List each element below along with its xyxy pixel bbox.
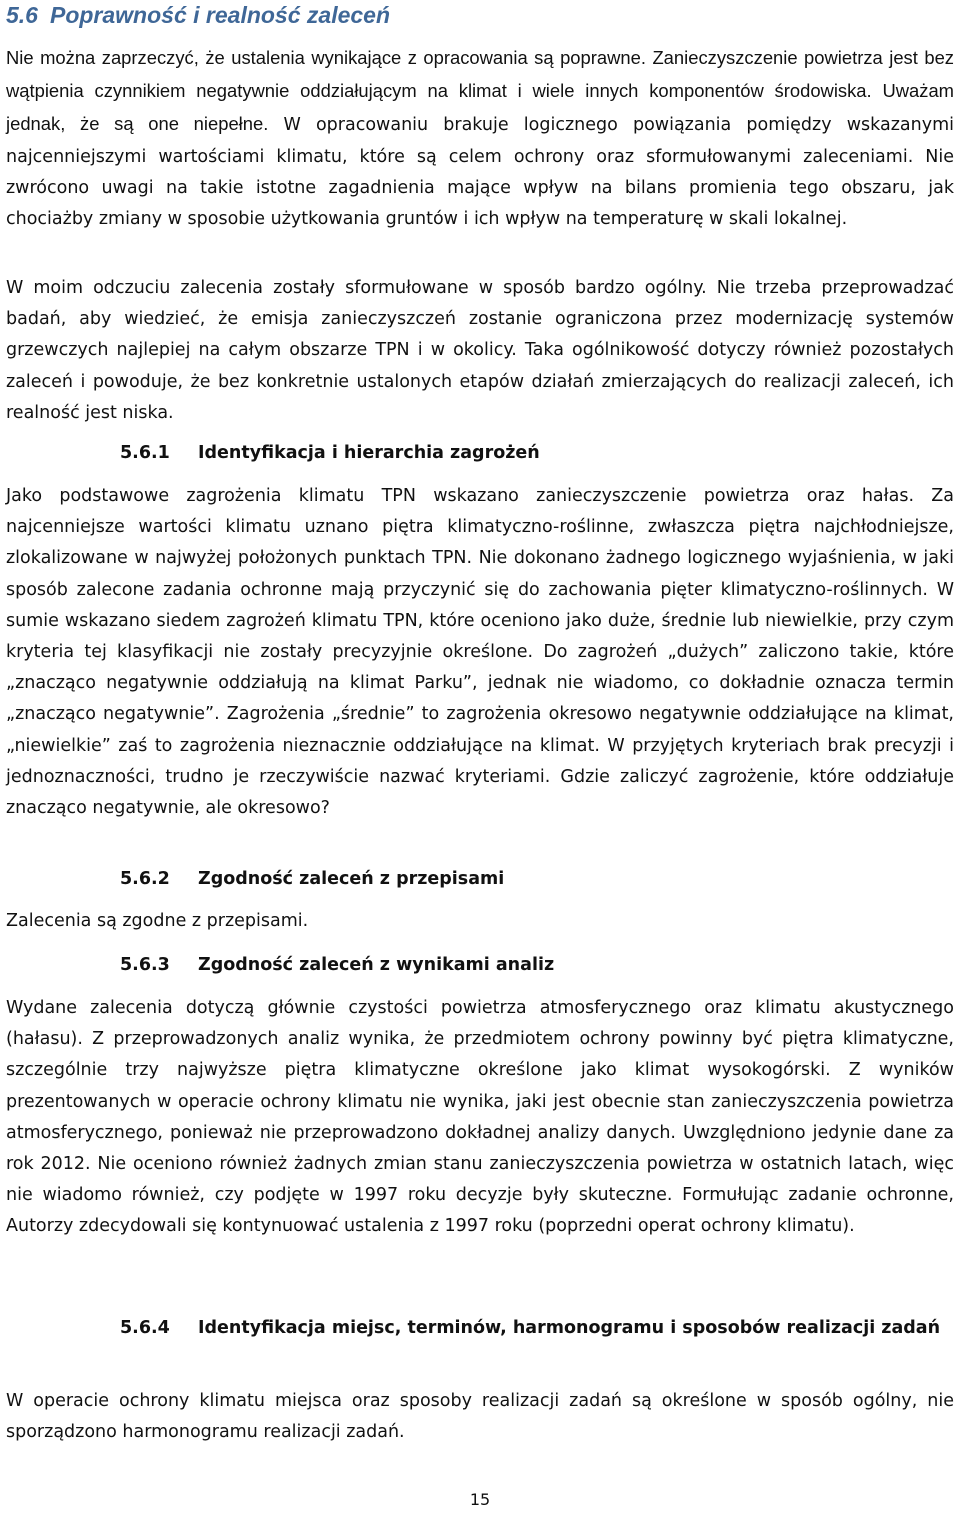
paragraph-threats: Jako podstawowe zagrożenia klimatu TPN wskazano zanieczyszczenie powietrza oraz hałas. Za najcenniejsze wartości klimatu uznano piętra klimatyczno-roślinne, zwłaszcza piętra najchłodniejsze, zlokalizowane w najwyżej położonych punktach TPN. Nie dokonano żadnego logicznego wyjaśnienia, w jaki sposób zalecone zadania ochronne mają przyczynić się do zachowania pięter klimatyczno-roślinnych. W sumie wskazano siedem zagrożeń klimatu TPN, które oceniono jako duże, średnie lub niewielkie, przy czym kryteria tej klasyfikacji nie zostały precyzyjnie określone. Do zagrożeń „dużych” zaliczono takie, które „znacząco negatywnie oddziałują na klimat Parku”, jednak nie wiadomo, co dokładnie oznacza termin „znacząco negatywnie”. Zagrożenia „średnie” to zagrożenia okresowo negatywnie oddziałujące na klimat, „niewielkie” zaś to zagrożenia nieznacznie oddziałujące na klimat. W przyjętych kryteriach brak precyzji i jednoznaczności, trudno je rzeczywiście nazwać kryteriami. Gdzie zaliczyć zagrożenie, które oddziałuje znacząco negatywnie, ale okresowo? xyxy=(6,486,954,819)
subsection-heading-5-6-1 xyxy=(120,438,540,469)
paragraph-implementation: W operacie ochrony klimatu miejsca oraz sposoby realizacji zadań są określone w sposób ogólny, nie sporządzono harmonogramu realizacji zadań. xyxy=(6,1391,954,1443)
section-title: Poprawność i realność zaleceń xyxy=(49,2,391,28)
section-heading xyxy=(6,2,390,29)
paragraph-intro-part-b: W opracowaniu brakuje logicznego powiązania pomiędzy wskazanymi najcenniejszymi wartościami klimatu, które są celem ochrony oraz sformułowanymi zaleceniami. Nie zwrócono uwagi na takie istotne zagadnienia mające wpływ na bilans promienia tego obszaru, jak chociażby zmiany w sposobie użytkowania gruntów i ich wpływ na temperaturę w skali lokalnej. xyxy=(6,115,954,230)
paragraph-compliance: Zalecenia są zgodne z przepisami. xyxy=(6,911,309,931)
paragraph-opinion: W moim odczuciu zalecenia zostały sformułowane w sposób bardzo ogólny. Nie trzeba przeprowadzać badań, aby wiedzieć, że emisja zanieczyszczeń zostanie ograniczona przez modernizację systemów grzewczych najlepiej na całym obszarze TPN i w okolicy. Taka ogólnikowość dotyczy również pozostałych zaleceń i powoduje, że bez konkretnie ustalonych etapów działań zmierzających do realizacji zaleceń, ich realność jest niska. xyxy=(6,278,954,423)
page-number: 15 xyxy=(469,1490,491,1509)
paragraph-intro xyxy=(6,42,954,235)
subsection-heading-5-6-4 xyxy=(120,1313,956,1344)
paragraph-intro-part-a: Nie można zaprzeczyć, że ustalenia wynikające z opracowania są poprawne. Zanieczyszczenie powietrza jest bez wątpienia czynnikiem negatywnie oddziałującym na klimat i wiele innych komponentów środowiska. Uważam jednak, że są one niepełne. xyxy=(6,47,954,135)
subsection-heading-5-6-3 xyxy=(120,950,554,981)
subsection-title: Identyfikacja i hierarchia zagrożeń xyxy=(198,443,540,463)
paragraph-analysis: Wydane zalecenia dotyczą głównie czystości powietrza atmosferycznego oraz klimatu akustycznego (hałasu). Z przeprowadzonych analiz wynika, że przedmiotem ochrony powinny być piętra klimatyczne, szczególnie trzy najwyższe piętra klimatyczne określone jako klimat wysokogórski. Z wyników prezentowanych w operacie ochrony klimatu nie wynika, jaki jest obecnie stan zanieczyszczenia powietrza atmosferycznego, ponieważ nie przeprowadzono dokładnej analizy danych. Uwzględniono jedynie dane za rok 2012. Nie oceniono również żadnych zmian stanu zanieczyszczenia powietrza w ostatnich latach, więc nie wiadomo również, czy podjęte w 1997 roku decyzje były skuteczne. Formułując zadanie ochronne, Autorzy zdecydowali się kontynuować ustalenia z 1997 roku (poprzedni operat ochrony klimatu). xyxy=(6,998,954,1237)
subsection-title: Identyfikacja miejsc, terminów, harmonogramu i sposobów realizacji zadań xyxy=(198,1318,941,1338)
subsection-number: 5.6.4 xyxy=(120,1318,170,1338)
subsection-heading-5-6-2 xyxy=(120,864,504,895)
subsection-number: 5.6.3 xyxy=(120,955,170,975)
subsection-title: Zgodność zaleceń z wynikami analiz xyxy=(198,955,555,975)
subsection-number: 5.6.2 xyxy=(120,869,170,889)
section-number: 5.6 xyxy=(6,2,38,28)
subsection-title: Zgodność zaleceń z przepisami xyxy=(198,869,505,889)
subsection-number: 5.6.1 xyxy=(120,443,170,463)
